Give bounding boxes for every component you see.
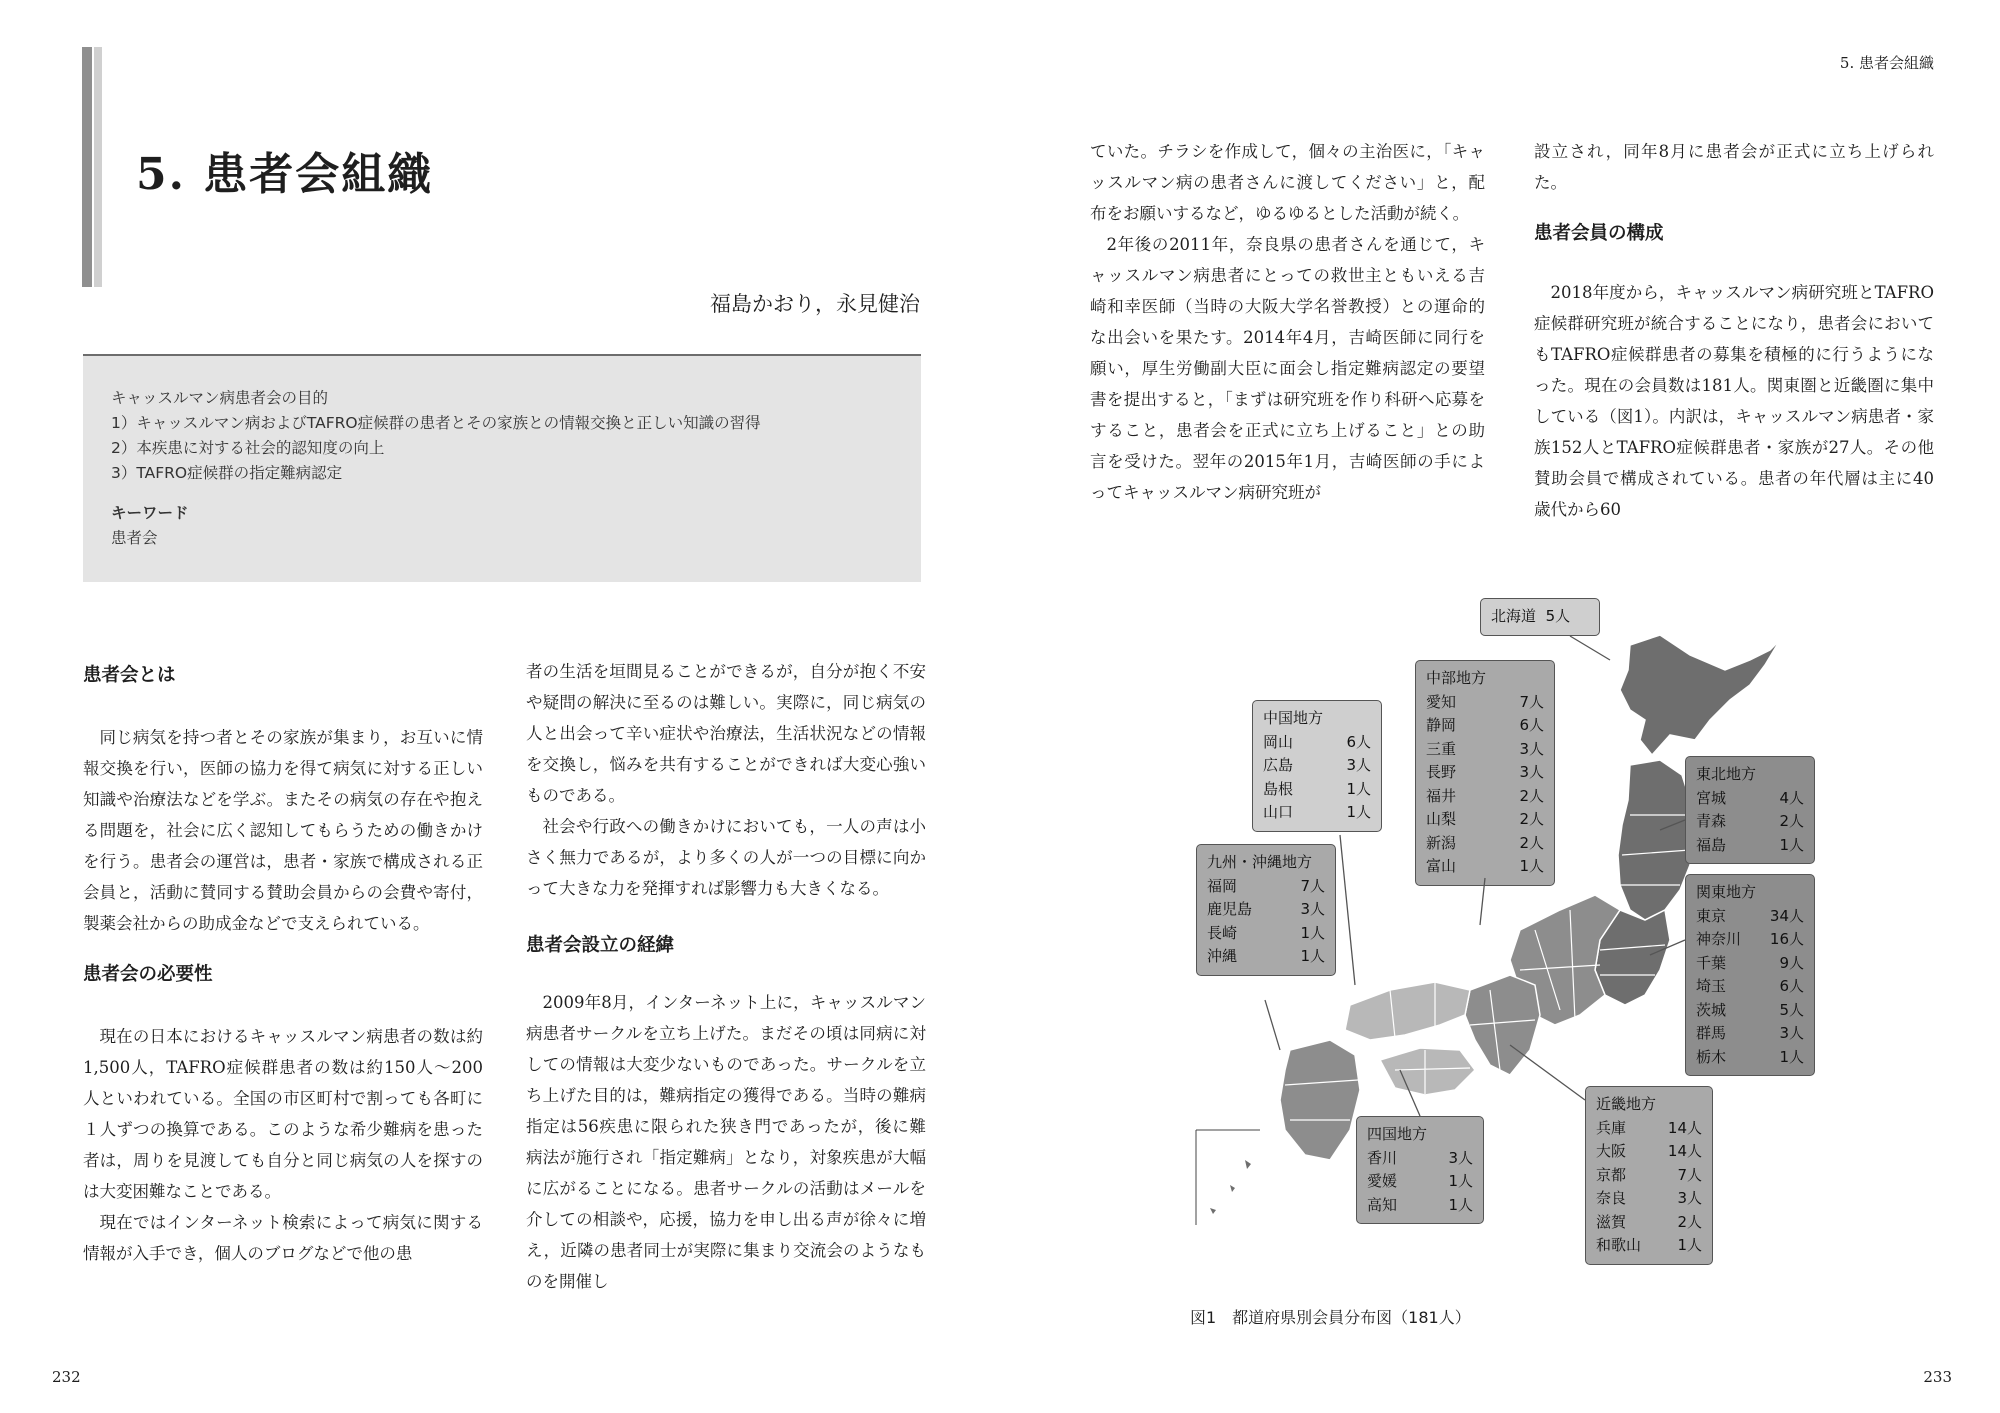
paragraph: 社会や行政への働きかけにおいても，一人の声は小さく無力であるが，より多くの人が一つの目標に向かって大きな力を発揮すれば影響力も大きくなる。 bbox=[526, 817, 926, 898]
pref-row: 香川 3人 bbox=[1367, 1148, 1473, 1167]
pref-row: 富山 1人 bbox=[1426, 857, 1544, 875]
paragraph: 2009年8月，インターネット上に，キャッスルマン病患者サークルを立ち上げた。まだその頃は同病に対しての情報は大変少ないものであった。サークルを立ち上げた目的は，難病指定の獲得である。当時の難病指定は56疾患に限られた狭き門であったが，後に難病法が施行され「指定難病」となり，対象疾患が大幅に広がることになる。患者サークルの活動はメールを介しての相談や，応援，協力を申し出る声が徐々に増え，近隣の患者同士が実際に集まり交流会のようなものを開催し bbox=[526, 993, 927, 1291]
region-name: 中国地方 bbox=[1263, 709, 1324, 727]
region-count: 5人 bbox=[1545, 607, 1571, 625]
running-head: 5. 患者会組織 bbox=[1839, 54, 1934, 72]
pref-row: 静岡 6人 bbox=[1426, 716, 1544, 734]
pref-row: 三重 3人 bbox=[1426, 739, 1544, 758]
paragraph: ていた。チラシを作成して，個々の主治医に，「キャッスルマン病の患者さんに渡してください」と，配布をお願いするなど，ゆるゆるとした活動が続く。 bbox=[1090, 142, 1485, 223]
chapter-title: 5. 患者会組織 bbox=[136, 149, 434, 200]
pref-row: 宮城 4人 bbox=[1696, 788, 1804, 807]
region-name: 北海道 bbox=[1491, 607, 1537, 625]
region-name: 中部地方 bbox=[1426, 669, 1487, 687]
pref-row: 岡山 6人 bbox=[1263, 732, 1371, 751]
pref-row: 島根 1人 bbox=[1263, 779, 1371, 798]
summary-item: 2）本疾患に対する社会的認知度の向上 bbox=[111, 439, 385, 457]
summary-item: 1）キャッスルマン病およびTAFRO症候群の患者とその家族との情報交換と正しい知識の習得 bbox=[111, 414, 761, 432]
keyword: 患者会 bbox=[111, 529, 158, 547]
pref-row: 福岡 7人 bbox=[1207, 876, 1325, 895]
pref-row: 千葉 9人 bbox=[1696, 953, 1804, 972]
region-name: 東北地方 bbox=[1696, 765, 1757, 783]
section-heading: 患者会とは bbox=[83, 665, 176, 686]
pref-row: 愛媛 1人 bbox=[1367, 1172, 1473, 1190]
paragraph: 2018年度から，キャッスルマン病研究班とTAFRO症候群研究班が統合することになり，患者会においてもTAFRO症候群患者の募集を積極的に行うようになった。現在の会員数は181人。関東圏と近畿圏に集中している（図1）。内訳は，キャッスルマン病患者・家族152人とTAFRO症候群患者・家族が27人。その他賛助会員で構成されている。患者の年代層は主に40歳代から60 bbox=[1534, 283, 1934, 519]
pref-row: 山口 1人 bbox=[1263, 803, 1371, 821]
pref-row: 福井 2人 bbox=[1426, 786, 1544, 805]
pref-row: 群馬 3人 bbox=[1696, 1024, 1804, 1042]
summary-heading: キャッスルマン病患者会の目的 bbox=[111, 389, 329, 407]
pref-row: 大阪 14人 bbox=[1596, 1142, 1702, 1160]
pref-row: 鹿児島 3人 bbox=[1207, 900, 1325, 918]
pref-row: 長野 3人 bbox=[1426, 763, 1544, 781]
paragraph: 2年後の2011年，奈良県の患者さんを通じて，キャッスルマン病患者にとっての救世主ともいえる吉崎和幸医師（当時の大阪大学名誉教授）との運命的な出会いを果たす。2014年4月，吉崎医師に同行を願い，厚生労働副大臣に面会し指定難病認定の要望書を提出すると，「まずは研究班を作り科研へ応募をすること，患者会を正式に立ち上げること」との助言を受けた。翌年の2015年1月，吉崎医師の手によってキャッスルマン病研究班が bbox=[1090, 235, 1485, 502]
pref-row: 青森 2人 bbox=[1696, 812, 1804, 830]
paragraph: 同じ病気を持つ者とその家族が集まり，お互いに情報交換を行い，医師の協力を得て病気に対する正しい知識や治療法などを学ぶ。またその病気の存在や抱える問題を，社会に広く認知してもらうための働きかけを行う。患者会の運営は，患者・家族で構成される正会員と，活動に賛同する賛助会員からの会費や寄付，製薬会社からの助成金などで支えられている。 bbox=[83, 728, 483, 933]
pref-row: 福島 1人 bbox=[1696, 835, 1804, 854]
pref-row: 京都 7人 bbox=[1596, 1165, 1702, 1184]
pref-row: 奈良 3人 bbox=[1596, 1189, 1702, 1207]
page-number-right: 233 bbox=[1923, 1368, 1952, 1386]
region-name: 九州・沖縄地方 bbox=[1207, 853, 1313, 871]
pref-row: 長崎 1人 bbox=[1207, 923, 1325, 942]
paragraph: 者の生活を垣間見ることができるが，自分が抱く不安や疑問の解決に至るのは難しい。実際に，同じ病気の人と出会って辛い症状や治療法，生活状況などの情報を交換し，悩みを共有することができれば大変心強いものである。 bbox=[526, 662, 927, 805]
region-name: 四国地方 bbox=[1367, 1125, 1428, 1143]
pref-row: 茨城 5人 bbox=[1696, 1000, 1804, 1019]
pref-row: 神奈川 16人 bbox=[1696, 930, 1804, 948]
figure-caption: 図1 都道府県別会員分布図（181人） bbox=[1190, 1308, 1471, 1327]
region-name: 近畿地方 bbox=[1596, 1095, 1657, 1113]
pref-row: 兵庫 14人 bbox=[1596, 1118, 1702, 1137]
section-heading: 患者会設立の経緯 bbox=[526, 935, 675, 956]
pref-row: 栃木 1人 bbox=[1696, 1047, 1804, 1066]
pref-row: 和歌山 1人 bbox=[1596, 1236, 1702, 1254]
pref-row: 新潟 2人 bbox=[1426, 833, 1544, 852]
pref-row: 山梨 2人 bbox=[1426, 810, 1544, 828]
pref-row: 高知 1人 bbox=[1367, 1195, 1473, 1214]
region-name: 関東地方 bbox=[1696, 883, 1757, 901]
pref-row: 広島 3人 bbox=[1263, 756, 1371, 774]
section-heading: 患者会の必要性 bbox=[83, 964, 213, 985]
page-number-left: 232 bbox=[52, 1368, 81, 1386]
paragraph: 現在ではインターネット検索によって病気に関する情報が入手でき，個人のブログなどで他の患 bbox=[83, 1213, 483, 1263]
pref-row: 沖縄 1人 bbox=[1207, 947, 1325, 965]
authors: 福島かおり，永見健治 bbox=[710, 292, 920, 316]
pref-row: 愛知 7人 bbox=[1426, 692, 1544, 711]
summary-item: 3）TAFRO症候群の指定難病認定 bbox=[111, 464, 343, 482]
paragraph: 現在の日本におけるキャッスルマン病患者の数は約1,500人，TAFRO症候群患者の数は約150人〜200人といわれている。全国の市区町村で割っても各町に１人ずつの換算である。このような希少難病を患った者は，周りを見渡しても自分と同じ病気の人を探すのは大変困難なことである。 bbox=[83, 1027, 483, 1201]
keyword-label: キーワード bbox=[111, 504, 189, 522]
pref-row: 東京 34人 bbox=[1696, 906, 1804, 925]
pref-row: 滋賀 2人 bbox=[1596, 1212, 1702, 1231]
pref-row: 埼玉 6人 bbox=[1696, 977, 1804, 995]
section-heading: 患者会員の構成 bbox=[1534, 223, 1664, 244]
paragraph: 設立され，同年8月に患者会が正式に立ち上げられた。 bbox=[1534, 142, 1934, 192]
